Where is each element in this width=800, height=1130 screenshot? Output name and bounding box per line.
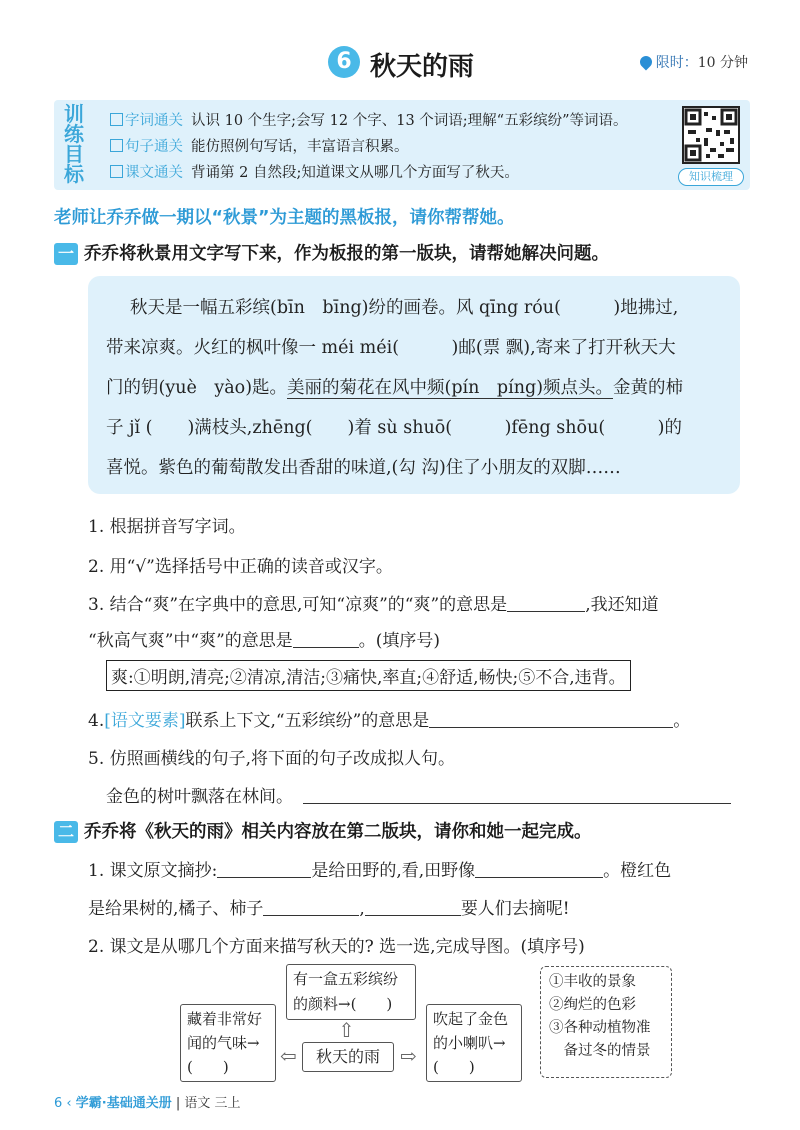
- answer-blank[interactable]: [303, 786, 731, 804]
- mindmap-left-answer[interactable]: ( ): [187, 1058, 229, 1076]
- section-2-question-1: 1. 课文原文摘抄: 是给田野的,看,田野像 。橙红色: [88, 861, 672, 881]
- section-2-title: 乔乔将《秋天的雨》相关内容放在第二版块，请你和她一起完成。: [84, 822, 592, 842]
- question-1: 1. 根据拼音写字词。: [88, 517, 246, 537]
- goal-name: 句子通关: [125, 139, 183, 155]
- answer-blank[interactable]: [217, 860, 311, 878]
- section-2-question-1-cont: 是给果树的,橘子、柿子 , 要人们去摘呢!: [88, 899, 570, 919]
- mindmap-right-answer[interactable]: ( ): [433, 1058, 475, 1076]
- goal-name: 字词通关: [125, 113, 183, 129]
- passage-line: 门的钥(yuè yào)匙。美丽的菊花在风中频(pín píng)频点头。金黄的柿: [106, 378, 684, 398]
- passage-line: 带来凉爽。火红的枫叶像一 méi méi( )邮(票 飘),寄来了打开秋天大: [106, 338, 676, 358]
- section-1-heading: [54, 240, 609, 265]
- mindmap-top-box: 有一盒五彩缤纷 的颜料→( ): [286, 964, 416, 1020]
- divider: |: [175, 1096, 185, 1111]
- book-title: 学霸·基础通关册: [75, 1096, 172, 1111]
- answer-blank[interactable]: [429, 710, 673, 728]
- passage-box: [88, 276, 740, 494]
- question-3: 3. 结合“爽”在字典中的意思,可知“凉爽”的“爽”的意思是 ,我还知道: [88, 595, 659, 615]
- passage-line: 秋天是一幅五彩缤(bīn bīng)纷的画卷。风 qīng róu( )地拂过,: [130, 298, 679, 318]
- page-number: 6: [54, 1096, 63, 1111]
- mindmap-left-box: 藏着非常好 闻的气味→ ( ): [180, 1004, 276, 1082]
- qr-code-icon[interactable]: [682, 106, 740, 164]
- option-item: ③各种动植物准: [549, 1020, 651, 1036]
- qr-label[interactable]: 知识梳理: [678, 168, 744, 186]
- section-2-question-2: 2. 课文是从哪几个方面来描写秋天的? 选一选,完成导图。(填序号): [88, 937, 585, 957]
- mindmap-top-answer[interactable]: 的颜料→( ): [293, 995, 393, 1013]
- section-1-title: 乔乔将秋景用文字写下来，作为板报的第一版块，请帮她解决问题。: [84, 244, 609, 264]
- goals-label: 训练目标: [64, 102, 84, 186]
- question-2: 2. 用“√”选择括号中正确的读音或汉字。: [88, 557, 393, 577]
- mindmap-right-box: 吹起了金色 的小喇叭→ ( ): [426, 1004, 522, 1082]
- goals-list: [110, 108, 628, 186]
- goal-item: [110, 160, 628, 186]
- answer-blank[interactable]: [263, 898, 359, 916]
- mindmap-center: 秋天的雨: [302, 1042, 394, 1072]
- chevron-left-icon: ‹: [66, 1096, 76, 1111]
- training-goals-box: [54, 100, 750, 190]
- checkbox[interactable]: [110, 113, 123, 126]
- goal-item: [110, 108, 628, 134]
- clock-icon: [637, 54, 654, 71]
- right-arrow-icon: ⇨: [400, 1044, 417, 1068]
- lesson-number-badge: 6: [328, 46, 360, 78]
- time-limit: [640, 52, 748, 72]
- checkbox[interactable]: [110, 139, 123, 152]
- up-arrow-icon: ⇧: [338, 1018, 355, 1042]
- goal-text: 背诵第 2 自然段;知道课文从哪几个方面写了秋天。: [191, 165, 519, 181]
- language-element-tag: [语文要素]: [104, 711, 186, 731]
- answer-blank[interactable]: [365, 898, 461, 916]
- page-header: [0, 40, 800, 90]
- option-item: ①丰收的景象: [549, 974, 636, 990]
- answer-blank[interactable]: [507, 594, 585, 612]
- goal-text: 认识 10 个生字;会写 12 个字、13 个词语;理解“五彩缤纷”等词语。: [191, 113, 628, 129]
- question-3-cont: “秋高气爽”中“爽”的意思是 。(填序号): [88, 631, 441, 651]
- option-item: ②绚烂的色彩: [549, 997, 636, 1013]
- question-5-sentence: 金色的树叶飘落在林间。: [106, 782, 731, 807]
- time-limit-label: 限时：: [655, 55, 698, 71]
- section-2-badge: 二: [54, 821, 78, 843]
- underlined-sentence: 美丽的菊花在风中频(pín píng)频点头。: [287, 378, 614, 398]
- question-5: 5. 仿照画横线的句子,将下面的句子改成拟人句。: [88, 749, 456, 769]
- left-arrow-icon: ⇦: [280, 1044, 297, 1068]
- goal-item: [110, 134, 628, 160]
- option-item: 备过冬的情景: [549, 1043, 651, 1059]
- section-2-heading: [54, 818, 592, 843]
- options-box: [540, 966, 672, 1078]
- question-4: 4.[语文要素]联系上下文,“五彩缤纷”的意思是 。: [88, 711, 691, 731]
- subject-label: 语文 三上: [184, 1096, 241, 1111]
- passage-line: 子 jǐ ( )满枝头,zhēng( )着 sù shuō( )fēng shōu( )的: [106, 418, 683, 438]
- time-limit-value: 10 分钟: [697, 55, 748, 71]
- intro-text: 老师让乔乔做一期以“秋景”为主题的黑板报，请你帮帮她。: [54, 208, 515, 228]
- page-footer: [54, 1092, 241, 1111]
- checkbox[interactable]: [110, 165, 123, 178]
- goal-text: 能仿照例句写话，丰富语言积累。: [191, 139, 409, 155]
- lesson-title: 秋天的雨: [370, 52, 475, 82]
- answer-blank[interactable]: [475, 860, 603, 878]
- section-1-badge: 一: [54, 243, 78, 265]
- answer-blank[interactable]: [293, 630, 359, 648]
- goal-name: 课文通关: [125, 165, 183, 181]
- passage-line: 喜悦。紫色的葡萄散发出香甜的味道,(勾 沟)住了小朋友的双脚……: [106, 458, 621, 478]
- dictionary-definition: 爽:①明朗,清亮;②清凉,清洁;③痛快,率直;④舒适,畅快;⑤不合,违背。: [106, 660, 631, 691]
